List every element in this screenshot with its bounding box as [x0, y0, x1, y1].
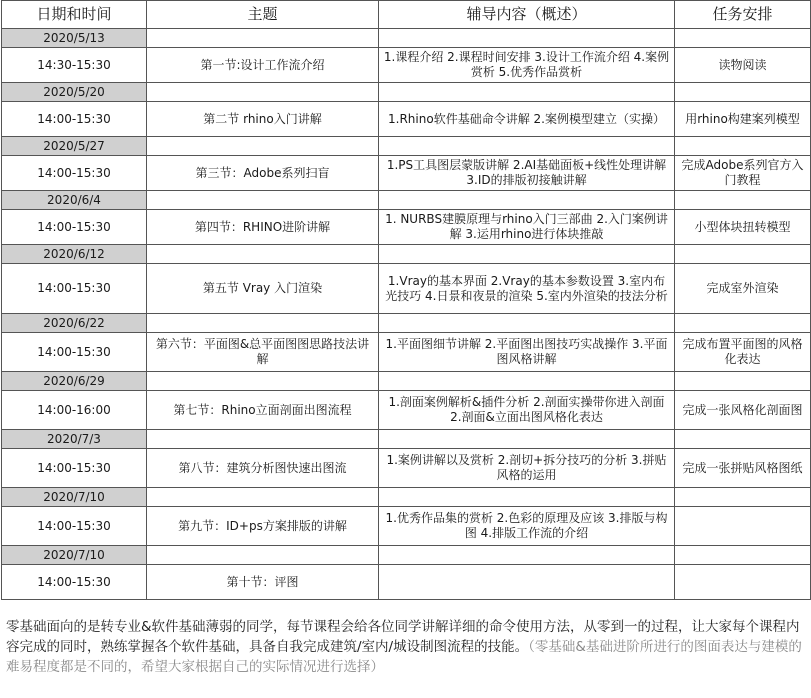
date-cell: 2020/5/13 [2, 29, 147, 48]
date-cell: 2020/6/22 [2, 314, 147, 333]
date-row-empty-cell [147, 83, 379, 102]
session-row [2, 264, 811, 314]
date-row-empty-cell [675, 29, 811, 48]
topic-cell: 第十节：评图 [147, 565, 379, 600]
topic-cell: 第八节：建筑分析图快速出图流 [147, 449, 379, 488]
time-cell: 14:00-15:30 [2, 210, 147, 245]
topic-cell: 第三节：Adobe系列扫盲 [147, 156, 379, 191]
session-row [2, 449, 811, 488]
topic-cell: 第一节:设计工作流介绍 [147, 48, 379, 83]
task-cell [675, 507, 811, 546]
time-cell: 14:00-15:30 [2, 565, 147, 600]
date-cell: 2020/5/27 [2, 137, 147, 156]
date-row-empty-cell [379, 372, 675, 391]
content-cell: 1. NURBS建膜原理与rhino入门三部曲 2.入门案例讲解 3.运用rhino进行体块推敲 [379, 210, 675, 245]
date-row-empty-cell [147, 245, 379, 264]
date-row [2, 245, 811, 264]
date-row-empty-cell [675, 372, 811, 391]
content-cell: 1.Vray的基本界面 2.Vray的基本参数设置 3.室内布光技巧 4.日景和夜景的渲染 5.室内外渲染的技法分析 [379, 264, 675, 314]
content-cell: 1.平面图细节讲解 2.平面图出图技巧实战操作 3.平面图风格讲解 [379, 333, 675, 372]
date-row-empty-cell [147, 488, 379, 507]
date-row [2, 29, 811, 48]
task-cell: 用rhino构建案列模型 [675, 102, 811, 137]
date-row-empty-cell [675, 546, 811, 565]
date-row-empty-cell [675, 191, 811, 210]
content-cell: 1.Rhino软件基础命令讲解 2.案例模型建立（实操） [379, 102, 675, 137]
date-row-empty-cell [379, 546, 675, 565]
task-cell: 小型体块扭转模型 [675, 210, 811, 245]
task-cell: 读物阅读 [675, 48, 811, 83]
time-cell: 14:00-15:30 [2, 264, 147, 314]
date-row-empty-cell [147, 372, 379, 391]
date-row-empty-cell [379, 430, 675, 449]
date-row [2, 191, 811, 210]
schedule-body [2, 29, 811, 600]
topic-cell: 第九节：ID+ps方案排版的讲解 [147, 507, 379, 546]
schedule-table [1, 0, 811, 600]
date-row-empty-cell [147, 430, 379, 449]
task-cell: 完成室外渲染 [675, 264, 811, 314]
session-row [2, 333, 811, 372]
time-cell: 14:00-15:30 [2, 333, 147, 372]
date-row-empty-cell [379, 191, 675, 210]
note-main: 零基础面向的是转专业&软件基础薄弱的同学，每节课程会给各位同学讲解详细的命令使用方法，从零到一的过程，让大家每个课程内容完成的同时，熟练掌握各个软件基础，具备自我完成建筑/室内/城设制图流程的技能。 [6, 619, 800, 655]
topic-cell: 第四节：RHINO进阶讲解 [147, 210, 379, 245]
date-row [2, 83, 811, 102]
time-cell: 14:00-16:00 [2, 391, 147, 430]
content-cell: 1.案例讲解以及赏析 2.剖切+拆分技巧的分析 3.拼贴风格的运用 [379, 449, 675, 488]
session-row [2, 156, 811, 191]
date-row [2, 137, 811, 156]
session-row [2, 391, 811, 430]
header-content: 辅导内容（概述） [379, 1, 675, 29]
date-row-empty-cell [675, 488, 811, 507]
date-cell: 2020/5/20 [2, 83, 147, 102]
date-row-empty-cell [147, 29, 379, 48]
date-row-empty-cell [675, 430, 811, 449]
task-cell: 完成布置平面图的风格化表达 [675, 333, 811, 372]
date-row-empty-cell [379, 83, 675, 102]
header-row [2, 1, 811, 29]
date-cell: 2020/6/4 [2, 191, 147, 210]
date-row-empty-cell [379, 314, 675, 333]
date-row [2, 430, 811, 449]
date-row-empty-cell [675, 245, 811, 264]
date-row [2, 314, 811, 333]
content-cell [379, 565, 675, 600]
topic-cell: 第五节 Vray 入门渲染 [147, 264, 379, 314]
date-cell: 2020/7/10 [2, 488, 147, 507]
header-task: 任务安排 [675, 1, 811, 29]
date-row-empty-cell [379, 488, 675, 507]
topic-cell: 第六节：平面图&总平面图图思路技法讲解 [147, 333, 379, 372]
header-datetime: 日期和时间 [2, 1, 147, 29]
date-row-empty-cell [147, 137, 379, 156]
date-row-empty-cell [675, 137, 811, 156]
time-cell: 14:00-15:30 [2, 449, 147, 488]
content-cell: 1.PS工具图层蒙版讲解 2.AI基础面板+线性处理讲解 3.ID的排版初接触讲解 [379, 156, 675, 191]
date-row-empty-cell [675, 83, 811, 102]
task-cell [675, 565, 811, 600]
session-row [2, 210, 811, 245]
content-cell: 1.课程介绍 2.课程时间安排 3.设计工作流介绍 4.案例赏析 5.优秀作品赏析 [379, 48, 675, 83]
time-cell: 14:00-15:30 [2, 507, 147, 546]
date-row-empty-cell [379, 29, 675, 48]
date-row-empty-cell [675, 314, 811, 333]
date-row-empty-cell [379, 245, 675, 264]
date-cell: 2020/6/29 [2, 372, 147, 391]
task-cell: 完成Adobe系列官方入门教程 [675, 156, 811, 191]
header-topic: 主题 [147, 1, 379, 29]
task-cell: 完成一张拼贴风格图纸 [675, 449, 811, 488]
date-row [2, 372, 811, 391]
date-cell: 2020/7/10 [2, 546, 147, 565]
course-note [6, 617, 806, 677]
session-row [2, 507, 811, 546]
note-aside: （零基础&基础进阶所进行的图面表达与建模的难易程度都是不同的，希望大家根据自己的实际情况进行选择） [6, 639, 802, 675]
time-cell: 14:00-15:30 [2, 102, 147, 137]
session-row [2, 102, 811, 137]
time-cell: 14:00-15:30 [2, 156, 147, 191]
date-row [2, 488, 811, 507]
date-row-empty-cell [147, 191, 379, 210]
topic-cell: 第七节：Rhino立面剖面出图流程 [147, 391, 379, 430]
date-row [2, 546, 811, 565]
topic-cell: 第二节 rhino入门讲解 [147, 102, 379, 137]
session-row [2, 48, 811, 83]
date-row-empty-cell [147, 314, 379, 333]
content-cell: 1.优秀作品集的赏析 2.色彩的原理及应该 3.排版与构图 4.排版工作流的介绍 [379, 507, 675, 546]
content-cell: 1.剖面案例解析&插件分析 2.剖面实操带你进入剖面 2.剖面&立面出图风格化表达 [379, 391, 675, 430]
date-row-empty-cell [379, 137, 675, 156]
session-row [2, 565, 811, 600]
task-cell: 完成一张风格化剖面图 [675, 391, 811, 430]
date-cell: 2020/6/12 [2, 245, 147, 264]
time-cell: 14:30-15:30 [2, 48, 147, 83]
date-row-empty-cell [147, 546, 379, 565]
date-cell: 2020/7/3 [2, 430, 147, 449]
